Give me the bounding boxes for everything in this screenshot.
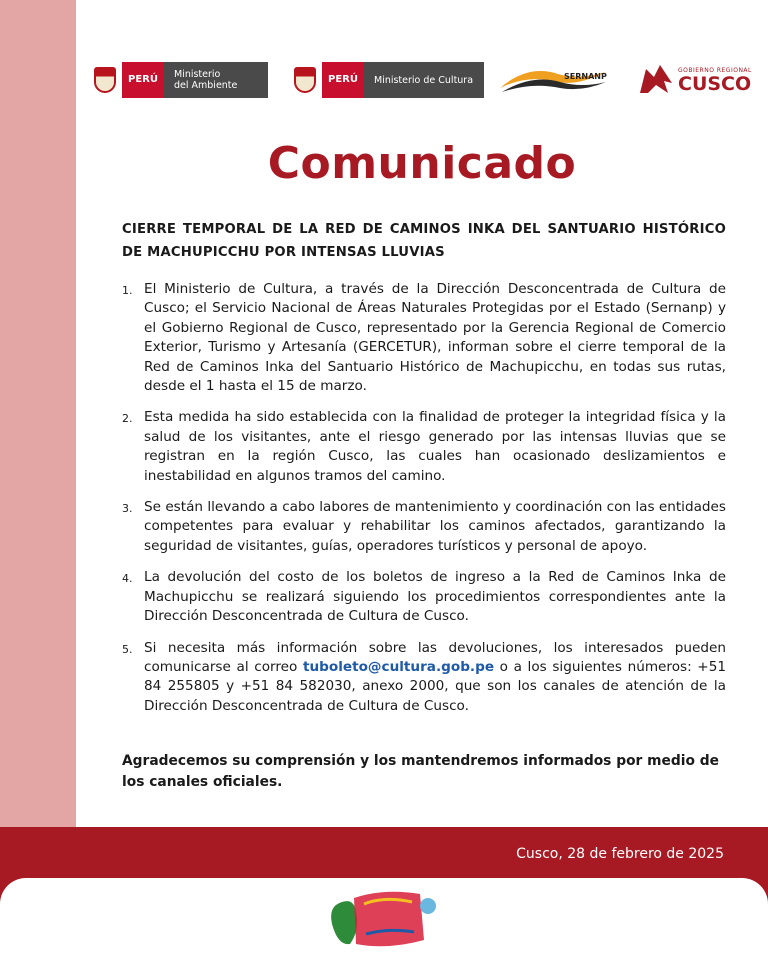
ministerio-ambiente-label — [164, 62, 268, 98]
ministerio-ambiente-line1: Ministerio — [173, 69, 221, 80]
coat-of-arms-icon — [294, 67, 316, 93]
ponle-punche-logo-icon — [324, 884, 444, 954]
item-number: 3. — [122, 502, 133, 516]
email-link[interactable]: tuboleto@cultura.gob.pe — [302, 658, 495, 675]
list-item — [122, 498, 726, 556]
sernanp-label: SERNANP — [564, 72, 607, 81]
item-text: La devolución del costo de los boletos de ingreso a la Red de Caminos Inka de Machupicchu se realizará siguiendo los procedimientos correspondientes ante la Dirección Desconcentrada de Cultura de Cusco. — [144, 569, 726, 625]
subtitle: CIERRE TEMPORAL DE LA RED DE CAMINOS INKA DEL SANTUARIO HISTÓRICO DE MACHUPICCHU POR INTENSAS LLUVIAS — [122, 222, 726, 260]
item-text: El Ministerio de Cultura, a través de la Dirección Desconcentrada de Cultura de Cusco; el Servicio Nacional de Áreas Naturales Protegidas por el Estado (Sernanp) y el Gobierno Regional de Cusco, representado por la Gerencia Regional de Comercio Exterior, Turismo y Artesanía (GERCETUR), informan sobre el cierre temporal de la Red de Caminos Inka del Santuario Histórico de Machupicchu, en todas sus rutas, desde el 1 hasta el 15 de marzo. — [144, 281, 726, 395]
logo-gobierno-regional-cusco — [638, 60, 752, 100]
list-item — [122, 280, 726, 396]
logo-bar — [92, 60, 756, 102]
list-item — [122, 639, 726, 717]
item-number: 4. — [122, 572, 133, 586]
logo-ministerio-ambiente — [94, 60, 268, 100]
item-text: Esta medida ha sido establecida con la finalidad de proteger la integridad física y la salud de los visitantes, ante el riesgo generado por las intensas lluvias que se registran en la región Cusco, las cuales han ocasionado deslizamientos e inestabilidad en algunos tramos del camino. — [144, 409, 726, 484]
item-number: 2. — [122, 412, 133, 426]
item-number: 1. — [122, 284, 133, 297]
coat-of-arms-icon — [94, 67, 116, 93]
gobierno-regional-small: GOBIERNO REGIONAL — [678, 66, 752, 74]
item-number: 5. — [122, 642, 133, 656]
ministerio-ambiente-line2: del Ambiente — [173, 80, 238, 91]
ministerio-cultura-label — [364, 62, 484, 98]
logo-ministerio-cultura — [294, 60, 484, 100]
list-item — [122, 408, 726, 486]
gobierno-regional-cusco: CUSCO — [678, 72, 752, 95]
peru-label: PERÚ — [122, 62, 164, 98]
list-item — [122, 568, 726, 626]
gobierno-regional-text — [678, 67, 752, 94]
page-title: Comunicado — [267, 138, 577, 189]
announcement-list — [122, 280, 726, 728]
date-label: Cusco, 28 de febrero de 2025 — [516, 846, 724, 862]
item-text: Se están llevando a cabo labores de mantenimiento y coordinación con las entidades competentes para evaluar y rehabilitar los caminos afectados, garantizando la seguridad de visitantes, guías, operadores turísticos y personal de apoyo. — [144, 499, 726, 554]
item-text-before: Si necesita más información sobre las devoluciones, los interesados pueden comunicarse al correo — [144, 639, 726, 675]
closing-text: Agradecemos su comprensión y los mantendremos informados por medio de los canales oficiales. — [122, 753, 720, 790]
cusco-emblem-icon — [638, 63, 674, 97]
side-stripe — [0, 0, 76, 828]
logo-sernanp — [498, 60, 618, 100]
item-text-after: o a los siguientes números: +51 84 255805 y +51 84 582030, anexo 2000, que son los canales de atención de la Dirección Desconcentrada de Cultura de Cusco. — [144, 658, 726, 714]
peru-label: PERÚ — [322, 62, 364, 98]
ministerio-cultura-text: Ministerio de Cultura — [373, 74, 474, 86]
